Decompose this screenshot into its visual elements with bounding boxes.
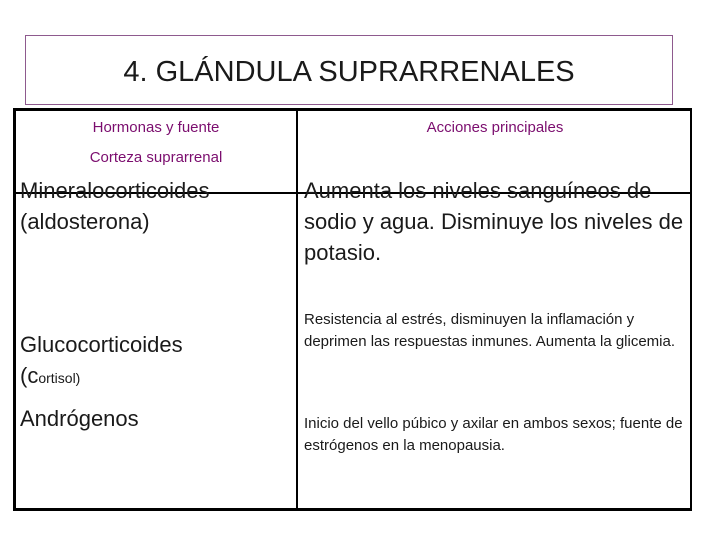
page-title: 4. GLÁNDULA SUPRARRENALES [123, 56, 575, 88]
title-box [25, 35, 673, 105]
header-hormones [16, 114, 296, 168]
hormone-paren: (c [20, 363, 39, 388]
header-hormones-line1: Hormonas y fuente [92, 119, 220, 136]
hormone-name: Glucocorticoides [20, 332, 183, 357]
row-glucocorticoides-action: Resistencia al estrés, disminuyen la inflamación y deprimen las respuestas inmunes. Aumenta la glicemia. [304, 311, 676, 350]
hormone-detail-small: ortisol) [38, 370, 81, 386]
column-divider [296, 111, 298, 508]
hormone-detail: (aldosterona) [20, 209, 150, 234]
hormone-table [13, 108, 692, 511]
row-androgenos-action: Inicio del vello púbico y axilar en ambos sexos; fuente de estrógenos en la menopausia. [304, 415, 683, 454]
row-androgenos-hormone: Andrógenos [20, 406, 139, 431]
row-mineralocorticoides-hormone [20, 175, 292, 237]
hormone-detail [20, 360, 292, 394]
row-mineralocorticoides-action: Aumenta los niveles sanguíneos de sodio y agua. Disminuye los niveles de potasio. [304, 178, 684, 265]
header-actions: Acciones principales [426, 119, 564, 136]
row-glucocorticoides-hormone [20, 329, 292, 394]
header-hormones-line2: Corteza suprarrenal [89, 149, 223, 166]
hormone-name: Mineralocorticoides [20, 178, 210, 203]
